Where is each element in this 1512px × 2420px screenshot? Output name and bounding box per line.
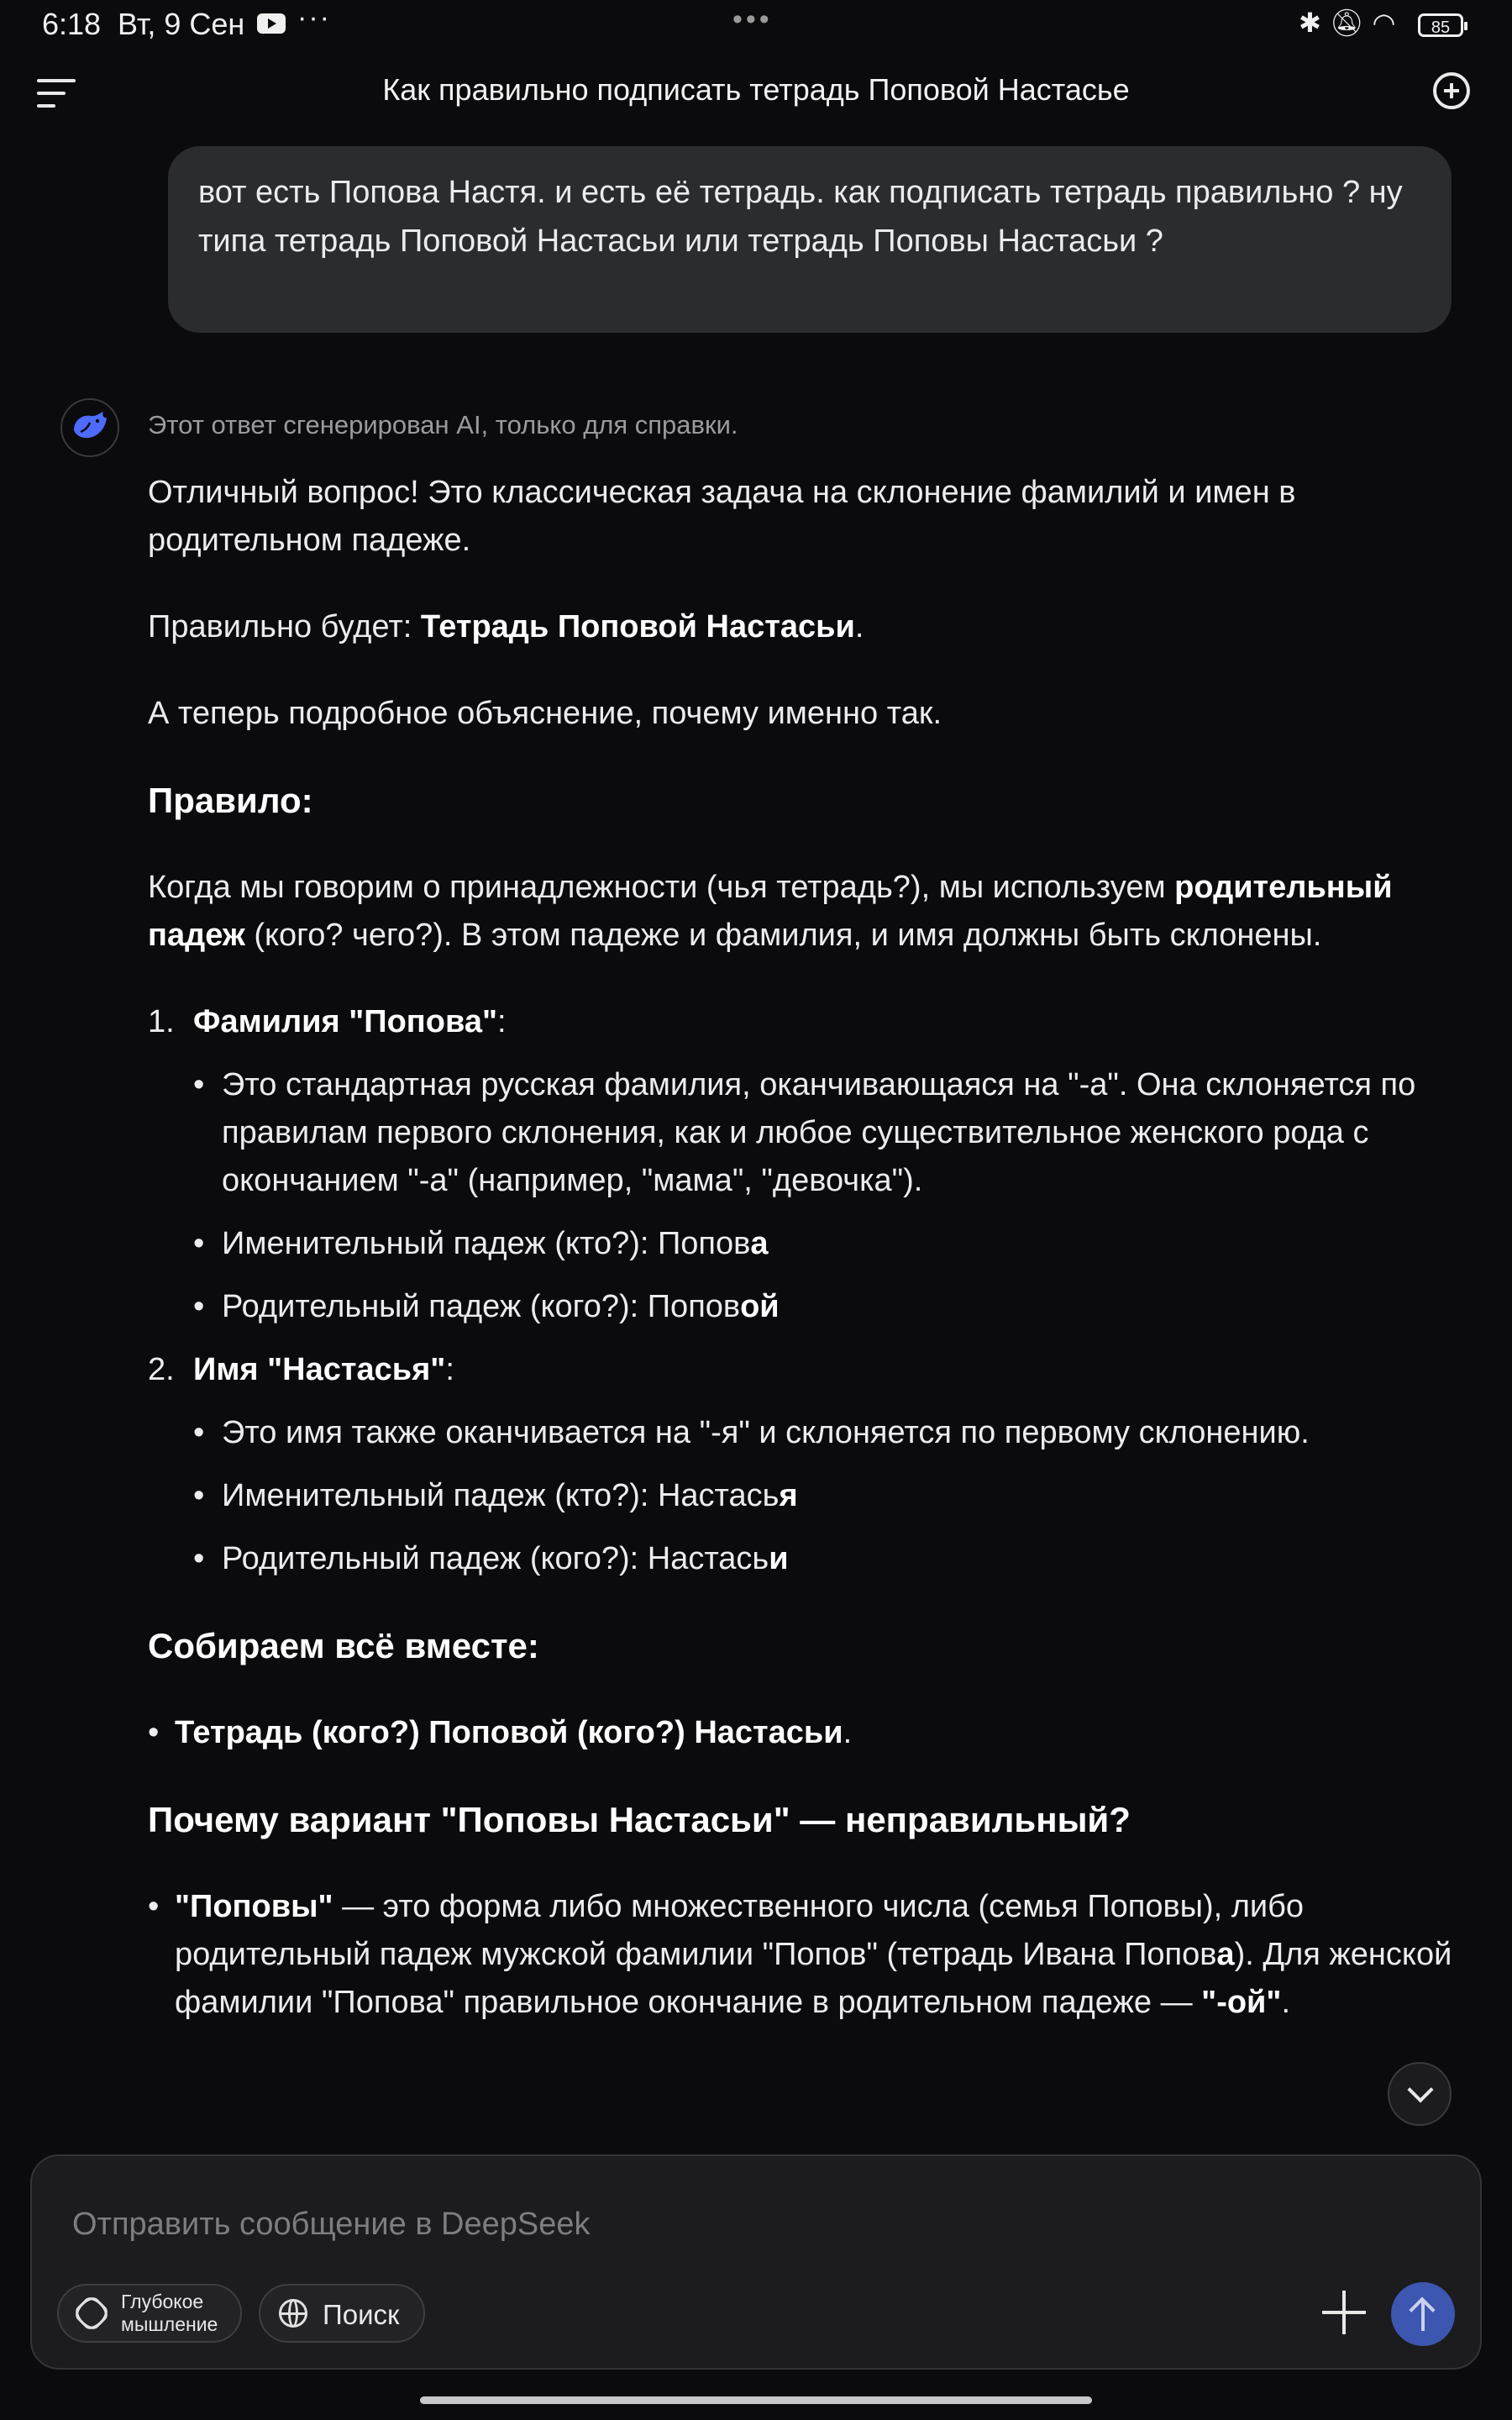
message-input[interactable] [71, 2198, 1334, 2250]
search-button[interactable] [259, 2284, 425, 2343]
list-item: • Родительный падеж (кого?): Поповой [148, 1283, 1458, 1331]
new-chat-icon[interactable] [1433, 72, 1470, 109]
list-item: • Именительный падеж (кто?): Попова [148, 1220, 1458, 1268]
globe-icon [279, 2299, 307, 2328]
search-label: Поиск [323, 2299, 400, 2330]
list-item: • Это стандартная русская фамилия, оканчивающаяся на "-а". Она склоняется по правилам первого склонения, как и любое существительное женского рода с окончанием "-а" (например, "мама", "девочка"). [148, 1061, 1458, 1205]
more-notifications-icon: ··· [297, 2, 331, 34]
window-handle-icon: ••• [732, 3, 773, 35]
answer-paragraph: Когда мы говорим о принадлежности (чья тетрадь?), мы используем родительный падеж (кого? чего?). В этом падеже и фамилия, и имя должны быть склонены. [148, 870, 1393, 953]
deep-thinking-label-line2: мышление [121, 2313, 218, 2335]
deepseek-logo-icon [60, 398, 119, 457]
answer-paragraph: Правильно будет: Тетрадь Поповой Настасьи. [148, 609, 864, 644]
answer-paragraph: А теперь подробное объяснение, почему именно так. [148, 696, 942, 731]
status-time: 6:18 [42, 7, 102, 41]
home-indicator[interactable] [420, 2396, 1092, 2404]
ai-answer [148, 469, 1458, 2027]
list-item: • "Поповы" — это форма либо множественного числа (семья Поповы), либо родительный падеж мужской фамилии "Попов" (тетрадь Ивана Попова). Для женской фамилии "Попова" правильное окончание в родительном падеже — "-ой". [148, 1883, 1458, 2027]
send-button[interactable] [1391, 2282, 1455, 2346]
list-item: • Родительный падеж (кого?): Настасьи [148, 1535, 1458, 1583]
youtube-notification-icon [257, 13, 286, 34]
deep-thinking-label-line1: Глубокое [121, 2291, 204, 2312]
user-message-text: вот есть Попова Настя. и есть её тетрадь. как подписать тетрадь правильно ? ну типа тетрадь Поповой Настасьи или тетрадь Поповы Настасьи ? [198, 175, 1403, 259]
list-item: • Именительный падеж (кто?): Настасья [148, 1472, 1458, 1520]
user-message-bubble [168, 146, 1452, 333]
chevron-down-icon[interactable] [1388, 2062, 1452, 2126]
list-item: • Это имя также оканчивается на "-я" и склоняется по первому склонению. [148, 1409, 1458, 1457]
status-bar [0, 0, 1512, 54]
atom-icon [71, 2293, 112, 2333]
heading-why: Почему вариант "Поповы Настасьи" — неправильный? [148, 1800, 1131, 1839]
plus-icon[interactable] [1322, 2291, 1366, 2334]
ai-disclaimer: Этот ответ сгенерирован AI, только для справки. [148, 410, 738, 439]
message-composer [30, 2154, 1482, 2370]
status-date: Вт, 9 Сен [118, 7, 245, 41]
heading-together: Собираем всё вместе: [148, 1626, 539, 1665]
answer-paragraph: Отличный вопрос! Это классическая задача на склонение фамилий и имен в родительном падеже. [148, 475, 1296, 558]
list-item: 2. Имя "Настасья": [148, 1352, 454, 1387]
menu-icon[interactable] [37, 79, 76, 108]
battery-icon: 85 [1418, 13, 1463, 37]
list-item: 1. Фамилия "Попова": [148, 1004, 507, 1039]
list-item: • Тетрадь (кого?) Поповой (кого?) Настасьи. [148, 1709, 1458, 1757]
chat-title: Как правильно подписать тетрадь Поповой Настасье [382, 72, 1130, 107]
system-icons: ✱🔕︎◠ [1299, 8, 1404, 38]
heading-rule: Правило: [148, 781, 313, 820]
deep-thinking-button[interactable] [57, 2284, 242, 2343]
